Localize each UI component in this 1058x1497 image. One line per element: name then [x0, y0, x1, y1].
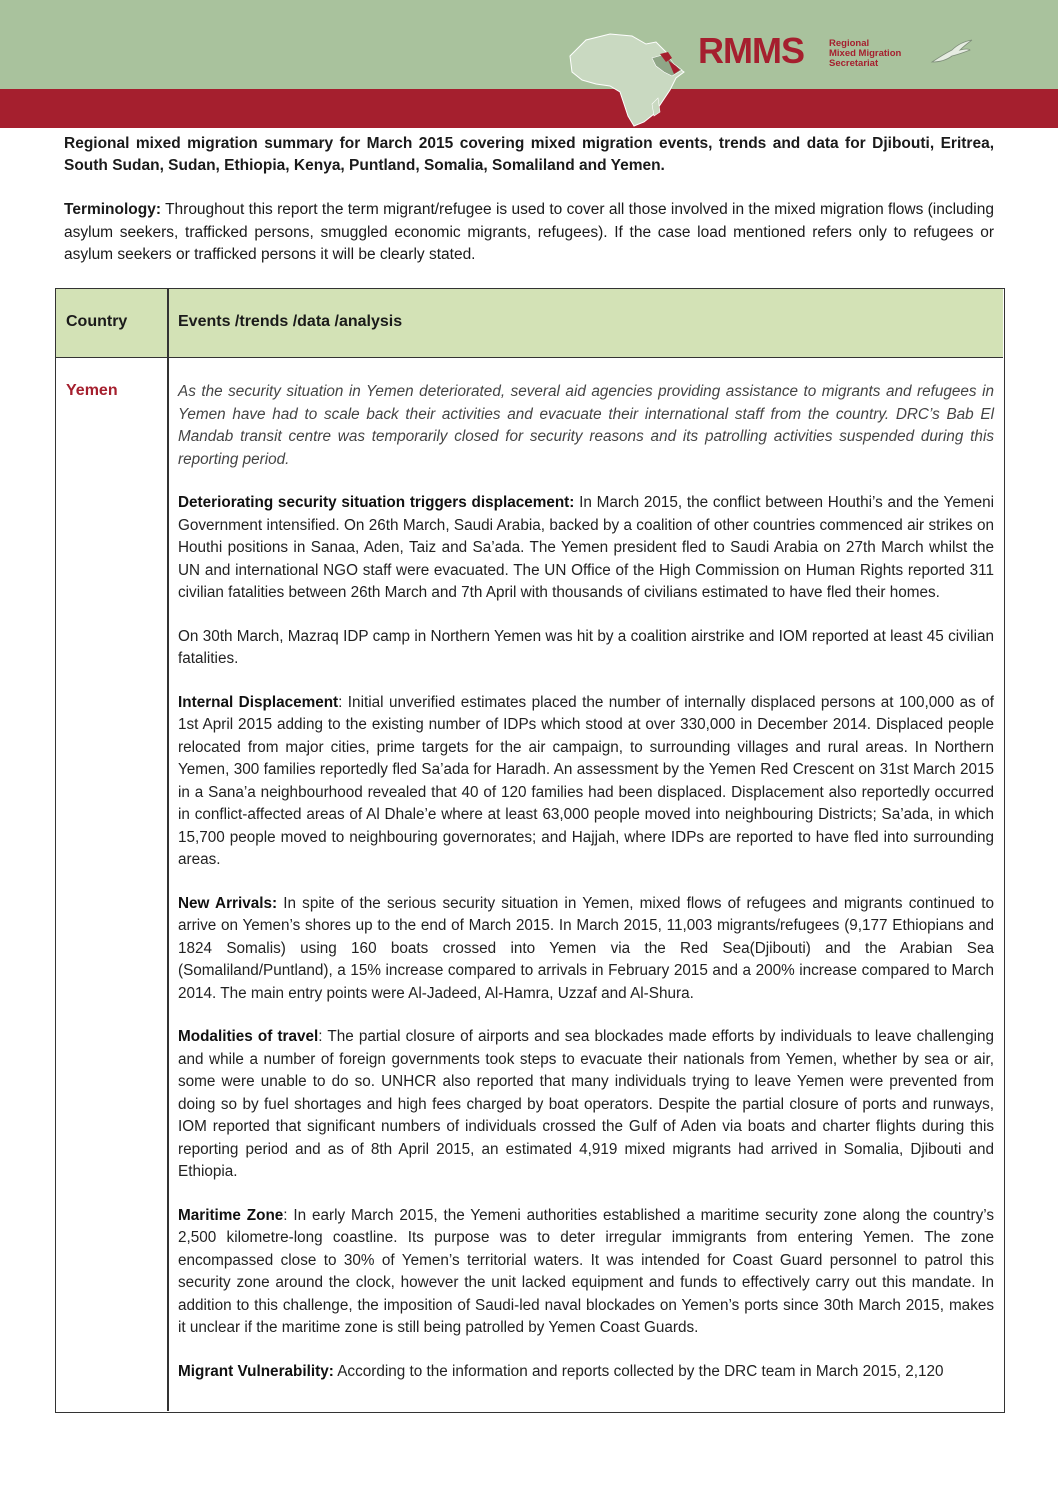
terminology-note: [64, 199, 994, 267]
paragraph-migrant-vulnerability: [178, 1361, 994, 1384]
paragraph-heading: Migrant Vulnerability:: [178, 1362, 334, 1380]
paragraph-security: [178, 492, 994, 605]
rmms-logo-subtitle: [829, 39, 901, 69]
paragraph-text: In March 2015, the conflict between Houthi’s and the Yemeni Government intensified. On 26th March, Saudi Arabia, backed by a coalition of other countries commenced air strikes on Houthi positions in Sanaa, Aden, Taiz and Sa’ada. The Yemen president fled to Saudi Arabia on 27th March whilst the UN and international NGO staff were evacuated. The UN Office of the High Commission on Human Rights reported 311 civilian fatalities between 26th March and 7th April with thousands of civilians estimated to have fled their homes.: [178, 494, 994, 601]
paragraph-heading: Internal Displacement: [178, 693, 339, 711]
intro-paragraph: As the security situation in Yemen deteriorated, several aid agencies providing assistance to migrants and refugees in Yemen have had to scale back their activities and evacuate their international staff from the country. DRC’s Bab El Mandab transit centre was temporarily closed for security reasons and its patrolling activities suspended during this reporting period.: [178, 383, 994, 468]
events-table: [55, 288, 1005, 1413]
header-banner-red: [0, 89, 1058, 128]
header-events: Events /trends /data /analysis: [178, 313, 403, 330]
header-country: Country: [66, 313, 128, 330]
terminology-label: Terminology:: [64, 201, 162, 218]
paragraph-text: : The partial closure of airports and sea blockades made efforts by individuals to leave challenging and while a number of foreign governments took steps to evacuate their nationals from Yemen, whether by sea or air, some were unable to do so. UNHCR also reported that many individuals trying to leave Yemen were prevented from doing so by fuel shortages and high fees charged by boat operators. Despite the partial closure of ports and runways, IOM reported that significant numbers of individuals crossed the Gulf of Aden via boats and charter flights during this reporting period and as of 8th April 2015, an estimated 4,919 mixed migrants had arrived in Somalia, Djibouti and Ethiopia.: [178, 1028, 994, 1180]
paragraph-heading: New Arrivals:: [178, 894, 278, 912]
paragraph-text: : Initial unverified estimates placed the number of internally displaced persons at 100,000 as of 1st April 2015 adding to the existing number of IDPs which stood at over 330,000 in December 2014. Displaced people relocated from major cities, prime targets for the air campaign, to surrounding villages and rural areas. In Northern Yemen, 300 families reportedly fled Sa’ada for Haradh. An assessment by the Yemen Red Crescent on 31st March 2015 in a Sana’a neighbourhood revealed that 40 of 120 families had been displaced. Displacement also reportedly occurred in conflict-affected areas of Al Dhale’e where at least 63,000 people moved into neighbouring Districts; Sa’ada, in which 15,700 people moved to neighbouring governorates; and Hajjah, where IDPs are reported to have fled into surrounding areas.: [178, 693, 994, 868]
paragraph-maritime-zone: [178, 1205, 994, 1340]
logo-subtitle-line: Regional: [829, 38, 870, 49]
country-yemen: Yemen: [66, 382, 118, 399]
report-summary: Regional mixed migration summary for March 2015 covering mixed migration events, trends and data for Djibouti, Eritrea, South Sudan, Sudan, Ethiopia, Kenya, Puntland, Somalia, Somaliland and Yemen.: [64, 135, 994, 174]
column-divider: [167, 289, 169, 1411]
paragraph-text: According to the information and reports collected by the DRC team in March 2015, 2,120: [333, 1362, 944, 1380]
paragraph-new-arrivals: [178, 893, 994, 1006]
paragraph-heading: Modalities of travel: [178, 1028, 319, 1045]
paragraph-mazraq: [178, 626, 994, 671]
africa-map-icon: [548, 18, 718, 130]
logo-subtitle-line: Secretariat: [829, 58, 879, 69]
paragraph-text: In spite of the serious security situation in Yemen, mixed flows of refugees and migrants continued to arrive on Yemen’s shores up to the end of March 2015. In March 2015, 11,003 migrants/refugees (9,177 Ethiopians and 1824 Somalis) using 160 boats crossed into Yemen via the Red Sea(Djibouti) and the Arabian Sea (Somaliland/Puntland), a 15% increase compared to arrivals in February 2015 and a 200% increase compared to March 2014. The main entry points were Al-Jadeed, Al-Hamra, Uzzaf and Al-Shura.: [178, 894, 994, 1002]
paragraph-text: On 30th March, Mazraq IDP camp in Northern Yemen was hit by a coalition airstrike and IOM reported at least 45 civilian fatalities.: [178, 627, 994, 667]
bird-logo-icon: [930, 36, 974, 68]
paragraph-internal-displacement: [178, 692, 994, 872]
paragraph-heading: Maritime Zone: [178, 1206, 284, 1224]
paragraph-modalities: [178, 1026, 994, 1184]
paragraph-text: : In early March 2015, the Yemeni authorities established a maritime security zone along the country’s 2,500 kilometre-long coastline. Its purpose was to deter irregular immigrants from entering Yemen. The zone encompassed close to 30% of Yemen’s territorial waters. It was intended for Coast Guard personnel to patrol this security zone around the clock, however the unit lacked equipment and funds to effectively carry out this mandate. In addition to this challenge, the imposition of Saudi-led naval blockades on Yemen’s ports since 30th March 2015, makes it unclear if the maritime zone is still being patrolled by Yemen Coast Guards.: [178, 1206, 994, 1336]
events-content: [178, 381, 994, 1404]
terminology-text: Throughout this report the term migrant/refugee is used to cover all those involved in the mixed migration flows (including asylum seekers, trafficked persons, smuggled economic migrants, refugees). If the case load mentioned refers only to refugees or asylum seekers or trafficked persons it will be clearly stated.: [64, 201, 994, 263]
logo-subtitle-line: Mixed Migration: [829, 48, 902, 59]
paragraph-heading: Deteriorating security situation triggers displacement:: [178, 494, 575, 511]
rmms-logo-text: RMMS: [698, 30, 804, 71]
